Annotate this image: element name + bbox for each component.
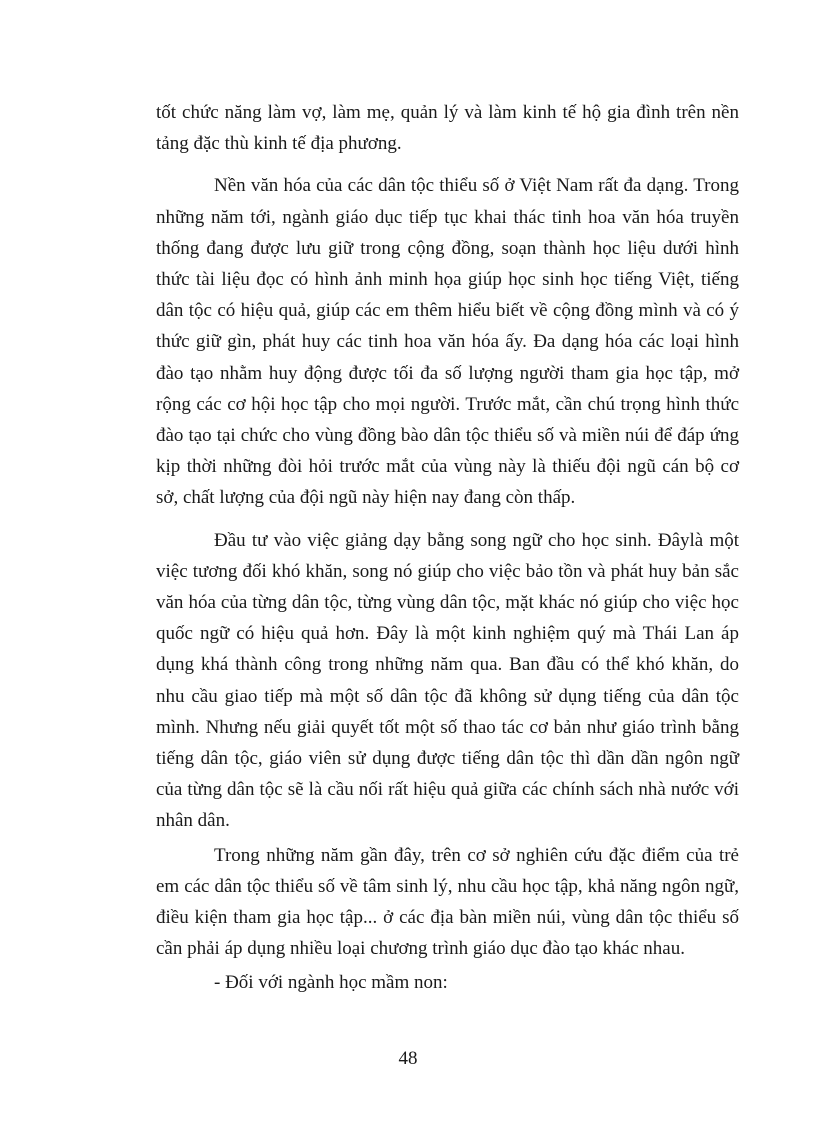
paragraph-preschool-heading: - Đối với ngành học mầm non: (214, 972, 448, 994)
paragraph-continuation: tốt chức năng làm vợ, làm mẹ, quản lý và làm kinh tế hộ gia đình trên nền tảng đặc thù kinh tế địa phương. (156, 102, 739, 155)
paragraph-recent-years: Trong những năm gần đây, trên cơ sở nghiên cứu đặc điểm của trẻ em các dân tộc thiểu số về tâm sinh lý, nhu cầu học tập, khả năng ngôn ngữ, điều kiện tham gia học tập... ở các địa bàn miền núi, vùng dân tộc thiểu số cần phải áp dụng nhiều loại chương trình giáo dục đào tạo khác nhau. (156, 844, 739, 960)
paragraph-bilingual-teaching: Đầu tư vào việc giảng dạy bằng song ngữ cho học sinh. Đâylà một việc tương đối khó khăn, song nó giúp cho việc bảo tồn và phát huy bản sắc văn hóa của từng dân tộc, từng vùng dân tộc, mặt khác nó giúp cho việc học quốc ngữ có hiệu quả hơn. Đây là một kinh nghiệm quý mà Thái Lan áp dụng khá thành công trong những năm qua. Ban đầu có thể khó khăn, do nhu cầu giao tiếp mà một số dân tộc đã không sử dụng tiếng của dân tộc mình. Nhưng nếu giải quyết tốt một số thao tác cơ bản như giáo trình bằng tiếng dân tộc, giáo viên sử dụng được tiếng dân tộc thì dần dần ngôn ngữ của từng dân tộc sẽ là cầu nối rất hiệu quả giữa các chính sách nhà nước với nhân dân. (156, 529, 739, 832)
page-number: 48 (398, 1048, 418, 1069)
body-text (156, 97, 739, 999)
paragraph-ethnic-culture: Nền văn hóa của các dân tộc thiểu số ở Việt Nam rất đa dạng. Trong những năm tới, ngành giáo dục tiếp tục khai thác tinh hoa văn hóa truyền thống đang được lưu giữ trong cộng đồng, soạn thành học liệu dưới hình thức tài liệu đọc có hình ảnh minh họa giúp học sinh học tiếng Việt, tiếng dân tộc có hiệu quả, giúp các em thêm hiểu biết về cộng đồng mình và có ý thức giữ gìn, phát huy các tinh hoa văn hóa ấy. Đa dạng hóa các loại hình đào tạo nhằm huy động được tối đa số lượng người tham gia học tập, mở rộng các cơ hội học tập cho mọi người. Trước mắt, cần chú trọng hình thức đào tạo tại chức cho vùng đồng bào dân tộc thiểu số và miền núi để đáp ứng kịp thời những đòi hỏi trước mắt của vùng này là thiếu đội ngũ cán bộ cơ sở, chất lượng của đội ngũ này hiện nay đang còn thấp. (156, 175, 739, 509)
